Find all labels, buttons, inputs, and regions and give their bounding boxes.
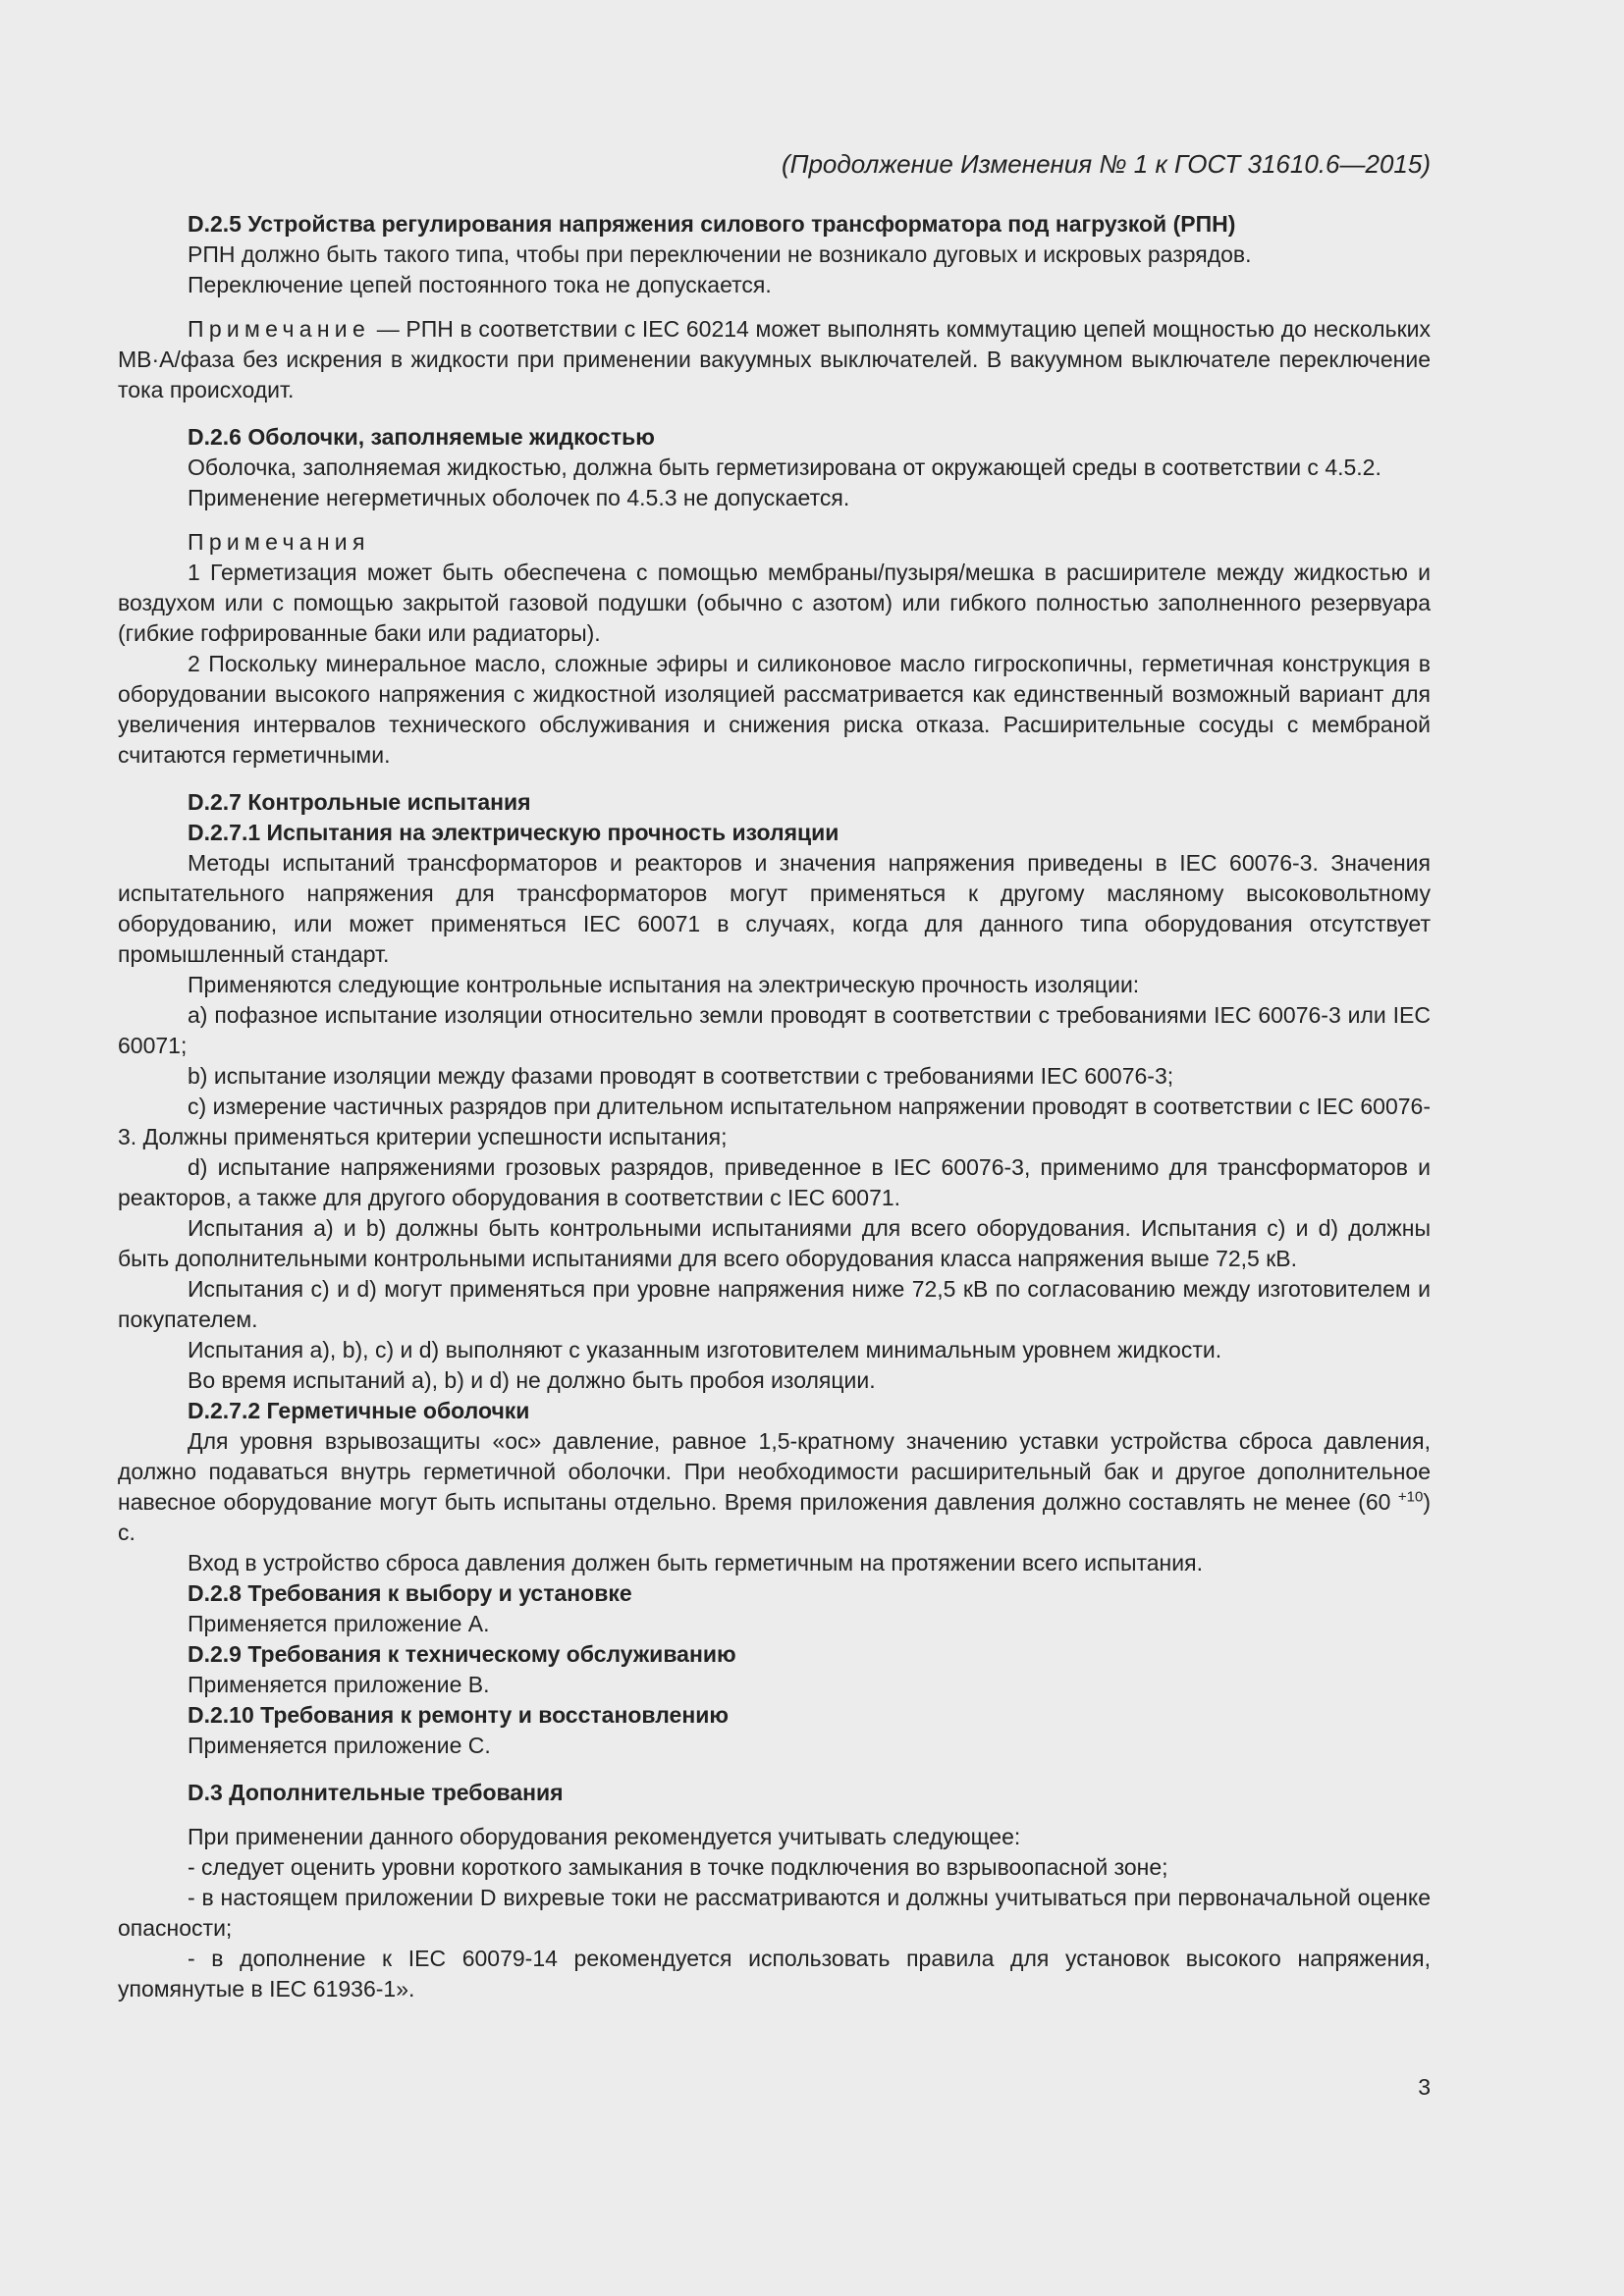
paragraph-text: Для уровня взрывозащиты «ос» давление, равное 1,5-кратному значению уставки устройства сброса давления, должно подаваться внутрь герметичной оболочки. При необходимости расширительный бак и другое дополнительное навесное оборудование могут быть испытаны отдельно. Время приложения давления должно составлять не менее (60 [118, 1428, 1431, 1515]
list-item: b) испытание изоляции между фазами проводят в соответствии с требованиями IEC 60076-3; [188, 1063, 1174, 1089]
paragraph: Переключение цепей постоянного тока не допускается. [188, 272, 772, 297]
notes-label [118, 527, 1431, 558]
document-page [118, 0, 1431, 2296]
paragraph: Испытания c) и d) могут применяться при уровне напряжения ниже 72,5 кВ по согласованию между изготовителем и покупателем. [118, 1276, 1431, 1332]
note-item: 1 Герметизация может быть обеспечена с помощью мембраны/пузыря/мешка в расширителе между жидкостью и воздухом или с помощью закрытой газовой подушки (обычно с азотом) или гибкого полностью заполненного резервуара (гибкие гофрированные баки или радиаторы). [118, 560, 1431, 646]
paragraph: Во время испытаний a), b) и d) не должно быть пробоя изоляции. [188, 1367, 876, 1393]
paragraph: Применение негерметичных оболочек по 4.5.3 не допускается. [188, 485, 850, 510]
subsection-heading-d271: D.2.7.1 Испытания на электрическую прочность изоляции [188, 820, 839, 845]
subsection-heading-d272: D.2.7.2 Герметичные оболочки [188, 1398, 530, 1423]
list-item: c) измерение частичных разрядов при длительном испытательном напряжении проводят в соответствии с IEC 60076-3. Должны применяться критерии успешности испытания; [118, 1094, 1431, 1149]
paragraph: При применении данного оборудования рекомендуется учитывать следующее: [188, 1824, 1021, 1849]
paragraph: Испытания a), b), c) и d) выполняют с указанным изготовителем минимальным уровнем жидкости. [188, 1337, 1222, 1362]
note-item: 2 Поскольку минеральное масло, сложные эфиры и силиконовое масло гигроскопичны, герметичная конструкция в оборудовании высокого напряжения с жидкостной изоляцией рассматривается как единственный возможный вариант для увеличения интервалов технического обслуживания и снижения риска отказа. Расширительные сосуды с мембраной считаются герметичными. [118, 651, 1431, 768]
section-heading-d210: D.2.10 Требования к ремонту и восстановлению [188, 1702, 730, 1728]
list-item: d) испытание напряжениями грозовых разрядов, приведенное в IEC 60076-3, применимо для трансформаторов и реакторов, а также для другого оборудования в соответствии с IEC 60071. [118, 1154, 1431, 1210]
page-number: 3 [1418, 2074, 1431, 2100]
note-paragraph [118, 314, 1431, 405]
section-heading-d25: D.2.5 Устройства регулирования напряжения силового трансформатора под нагрузкой (РПН) [188, 211, 1236, 237]
note-text: — РПН в соответствии с IEC 60214 может выполнять коммутацию цепей мощностью до нескольких МВ·А/фаза без искрения в жидкости при применении вакуумных выключателей. В вакуумном выключателе переключение тока происходит. [118, 316, 1431, 402]
note-label: Примечание [188, 316, 371, 342]
paragraph: РПН должно быть такого типа, чтобы при переключении не возникало дуговых и искровых разрядов. [188, 241, 1252, 267]
paragraph: Методы испытаний трансформаторов и реакторов и значения напряжения приведены в IEC 60076-3. Значения испытательного напряжения для трансформаторов могут применяться к другому масляному высоковольтному оборудованию, или может применяться IEC 60071 в случаях, когда для данного типа оборудования отсутствует промышленный стандарт. [118, 850, 1431, 967]
paragraph: Применяется приложение B. [188, 1672, 490, 1697]
notes-label-text: Примечания [188, 529, 370, 555]
running-header: (Продолжение Изменения № 1 к ГОСТ 31610.6—2015) [781, 149, 1431, 179]
paragraph: Испытания a) и b) должны быть контрольными испытаниями для всего оборудования. Испытания c) и d) должны быть дополнительными контрольными испытаниями для всего оборудования класса напряжения выше 72,5 кВ. [118, 1215, 1431, 1271]
section-heading-d3: D.3 Дополнительные требования [188, 1780, 564, 1805]
section-heading-d28: D.2.8 Требования к выбору и установке [188, 1580, 632, 1606]
section-heading-d27: D.2.7 Контрольные испытания [188, 789, 531, 815]
list-item: - следует оценить уровни короткого замыкания в точке подключения во взрывоопасной зоне; [188, 1854, 1168, 1880]
tolerance-superscript: +10 [1397, 1488, 1424, 1506]
list-item: - в настоящем приложении D вихревые токи не рассматриваются и должны учитываться при первоначальной оценке опасности; [118, 1885, 1431, 1941]
paragraph: Вход в устройство сброса давления должен быть герметичным на протяжении всего испытания. [188, 1550, 1203, 1575]
paragraph [118, 1426, 1431, 1548]
paragraph-text-end: ) с. [118, 1489, 1431, 1545]
list-item: - в дополнение к IEC 60079-14 рекомендуется использовать правила для установок высокого напряжения, упомянутые в IEC 61936-1». [118, 1946, 1431, 2002]
section-heading-d29: D.2.9 Требования к техническому обслуживанию [188, 1641, 736, 1667]
section-heading-d26: D.2.6 Оболочки, заполняемые жидкостью [188, 424, 655, 450]
paragraph: Оболочка, заполняемая жидкостью, должна быть герметизирована от окружающей среды в соответствии с 4.5.2. [188, 454, 1381, 480]
paragraph: Применяются следующие контрольные испытания на электрическую прочность изоляции: [188, 972, 1140, 997]
document-body [118, 209, 1431, 2004]
paragraph: Применяется приложение A. [188, 1611, 490, 1636]
paragraph: Применяется приложение C. [188, 1733, 491, 1758]
list-item: a) пофазное испытание изоляции относительно земли проводят в соответствии с требованиями IEC 60076-3 или IEC 60071; [118, 1002, 1431, 1058]
